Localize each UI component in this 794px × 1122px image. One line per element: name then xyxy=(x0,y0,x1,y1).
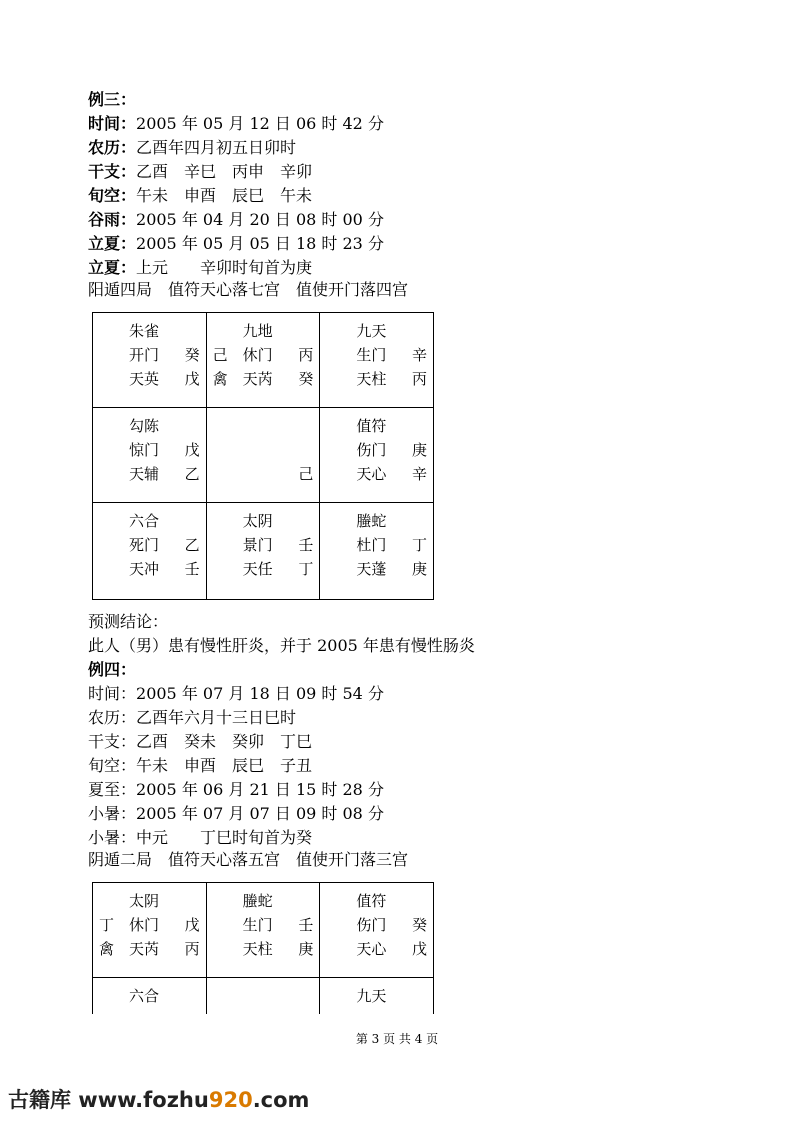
palace-text: 天柱 xyxy=(356,370,387,388)
info-label: 立夏： xyxy=(88,258,137,277)
palace-line xyxy=(213,319,314,343)
ex4-info-line xyxy=(88,682,384,706)
info-value: 2005 年 05 月 05 日 18 时 23 分 xyxy=(136,234,384,253)
palace-text xyxy=(213,414,229,438)
palace-text xyxy=(99,462,115,486)
palace-text: 六合 xyxy=(129,987,160,1005)
palace-text xyxy=(213,319,229,343)
palace-text: 戊 xyxy=(184,370,200,388)
palace-text xyxy=(326,889,342,913)
palace-text: 生门 xyxy=(242,916,273,934)
palace-text xyxy=(99,509,115,533)
palace-cell xyxy=(320,313,433,407)
palace-text: 天英 xyxy=(129,370,160,388)
palace-line xyxy=(99,533,200,557)
palace-text: 螣蛇 xyxy=(242,892,273,910)
palace-text xyxy=(182,414,200,438)
palace-text xyxy=(326,414,342,438)
ex3-conclusion-title: 预测结论： xyxy=(88,612,169,631)
palace-row xyxy=(93,883,433,978)
palace-text: 天任 xyxy=(242,560,273,578)
palace-line xyxy=(99,343,200,367)
info-label: 干支： xyxy=(88,162,137,181)
info-value: 2005 年 07 月 18 日 09 时 54 分 xyxy=(136,684,384,703)
info-value: 上元 辛卯时旬首为庚 xyxy=(136,258,313,277)
palace-line xyxy=(213,937,314,961)
palace-text xyxy=(99,414,115,438)
palace-text: 勾陈 xyxy=(129,417,160,435)
palace-line xyxy=(213,913,314,937)
palace-text xyxy=(326,533,342,557)
palace-line xyxy=(213,438,314,462)
palace-line xyxy=(326,319,427,343)
palace-text: 六合 xyxy=(129,512,160,530)
palace-text: 辛 xyxy=(412,346,428,364)
ex4-info-line xyxy=(88,802,384,826)
palace-cell xyxy=(207,313,321,407)
info-label: 立夏： xyxy=(88,234,137,253)
palace-line xyxy=(99,438,200,462)
info-value: 2005 年 04 月 20 日 08 时 00 分 xyxy=(136,210,384,229)
palace-line xyxy=(99,913,200,937)
ex4-info-line xyxy=(88,730,312,754)
palace-text: 禽 xyxy=(212,370,228,388)
palace-text: 己 xyxy=(212,346,228,364)
palace-row xyxy=(93,313,433,408)
ex4-info-line xyxy=(88,754,312,778)
palace-text: 癸 xyxy=(412,916,428,934)
palace-line xyxy=(213,414,314,438)
palace-cell xyxy=(93,503,207,599)
info-label: 时间： xyxy=(88,684,137,703)
palace-text xyxy=(326,367,342,391)
ex3-info-line xyxy=(88,112,384,136)
palace-cell xyxy=(93,978,207,1014)
palace-text: 天辅 xyxy=(129,465,160,483)
palace-text: 天芮 xyxy=(242,370,273,388)
palace-text: 庚 xyxy=(412,441,428,459)
palace-cell xyxy=(207,408,321,502)
palace-text: 朱雀 xyxy=(129,322,160,340)
palace-line xyxy=(99,984,200,1008)
palace-cell xyxy=(93,883,207,977)
palace-text xyxy=(99,557,115,581)
palace-text: 开门 xyxy=(129,346,160,364)
palace-text: 死门 xyxy=(129,536,160,554)
palace-text: 九天 xyxy=(356,987,387,1005)
palace-text xyxy=(229,414,296,438)
info-value: 2005 年 05 月 12 日 06 时 42 分 xyxy=(136,114,384,133)
palace-text: 太阴 xyxy=(242,512,273,530)
palace-text: 庚 xyxy=(298,940,314,958)
palace-text xyxy=(326,913,342,937)
palace-row xyxy=(93,503,433,599)
palace-text xyxy=(326,557,342,581)
palace-text xyxy=(326,509,342,533)
info-value: 乙酉 癸未 癸卯 丁巳 xyxy=(136,732,313,751)
palace-text xyxy=(99,889,115,913)
info-label: 谷雨： xyxy=(88,210,137,229)
palace-text: 天心 xyxy=(356,940,387,958)
palace-text: 壬 xyxy=(184,560,200,578)
palace-line xyxy=(99,557,200,581)
palace-line xyxy=(213,509,314,533)
palace-text: 九天 xyxy=(356,322,387,340)
info-value: 乙酉年六月十三日巳时 xyxy=(136,708,297,727)
palace-line xyxy=(213,984,314,1008)
palace-text xyxy=(213,984,229,1008)
info-label: 夏至： xyxy=(88,780,137,799)
palace-text: 杜门 xyxy=(356,536,387,554)
palace-line xyxy=(99,367,200,391)
palace-text: 壬 xyxy=(298,536,314,554)
palace-cell xyxy=(320,503,433,599)
palace-text: 乙 xyxy=(184,536,200,554)
palace-text xyxy=(326,984,342,1008)
palace-text xyxy=(409,889,427,913)
palace-text xyxy=(99,984,115,1008)
palace-line xyxy=(213,367,314,391)
ex4-info-line xyxy=(88,826,312,850)
palace-text xyxy=(229,984,296,1008)
ex3-info-line xyxy=(88,136,296,160)
palace-line xyxy=(326,913,427,937)
palace-text xyxy=(409,509,427,533)
ex3-ju: 阳遁四局 值符天心落七宫 值使开门落四宫 xyxy=(88,280,409,299)
palace-text: 丙 xyxy=(298,346,314,364)
palace-text: 丁 xyxy=(412,536,428,554)
ex3-info-line xyxy=(88,160,312,184)
palace-line xyxy=(99,414,200,438)
palace-text xyxy=(295,414,313,438)
palace-line xyxy=(99,462,200,486)
palace-text xyxy=(326,343,342,367)
palace-text xyxy=(182,509,200,533)
palace-text xyxy=(213,889,229,913)
palace-text xyxy=(295,984,313,1008)
info-value: 午未 申酉 辰巳 子丑 xyxy=(136,756,313,775)
palace-text xyxy=(409,319,427,343)
info-value: 2005 年 07 月 07 日 09 时 08 分 xyxy=(136,804,384,823)
palace-cell xyxy=(207,978,321,1014)
info-label: 干支： xyxy=(88,732,137,751)
info-label: 农历： xyxy=(88,138,137,157)
palace-cell xyxy=(320,408,433,502)
palace-text xyxy=(295,509,313,533)
info-label: 时间： xyxy=(88,114,137,133)
palace-text: 癸 xyxy=(184,346,200,364)
palace-text: 惊门 xyxy=(129,441,160,459)
info-label: 旬空： xyxy=(88,756,137,775)
palace-line xyxy=(213,533,314,557)
palace-text: 禽 xyxy=(99,940,115,958)
info-value: 乙酉 辛巳 丙申 辛卯 xyxy=(136,162,313,181)
palace-line xyxy=(99,937,200,961)
info-value: 午未 申酉 辰巳 午未 xyxy=(136,186,313,205)
palace-line xyxy=(326,984,427,1008)
palace-text xyxy=(295,889,313,913)
info-value: 中元 丁巳时旬首为癸 xyxy=(136,828,313,847)
palace-text: 壬 xyxy=(298,916,314,934)
info-label: 小暑： xyxy=(88,804,137,823)
palace-text: 丁 xyxy=(99,916,115,934)
palace-text xyxy=(213,533,229,557)
palace-text: 丙 xyxy=(412,370,428,388)
palace-text xyxy=(99,367,115,391)
palace-text xyxy=(182,319,200,343)
info-label: 小暑： xyxy=(88,828,137,847)
palace-text: 景门 xyxy=(242,536,273,554)
palace-text xyxy=(295,319,313,343)
palace-text: 丙 xyxy=(184,940,200,958)
palace-line xyxy=(326,462,427,486)
palace-text: 休门 xyxy=(242,346,273,364)
ex4-ju: 阴遁二局 值符天心落五宫 值使开门落三宫 xyxy=(88,850,409,869)
palace-text: 太阴 xyxy=(129,892,160,910)
palace-text: 戊 xyxy=(412,940,428,958)
info-value: 乙酉年四月初五日卯时 xyxy=(136,138,297,157)
palace-text xyxy=(326,937,342,961)
palace-text: 庚 xyxy=(412,560,428,578)
palace-line xyxy=(326,937,427,961)
palace-text: 天蓬 xyxy=(356,560,387,578)
palace-text xyxy=(213,937,229,961)
palace-cell xyxy=(207,503,321,599)
palace-text: 伤门 xyxy=(356,916,387,934)
palace-line xyxy=(326,367,427,391)
ex4-title: 例四： xyxy=(88,660,137,679)
site-watermark: 古籍库 www.fozhu920.com xyxy=(8,1088,310,1112)
palace-text: 九地 xyxy=(242,322,273,340)
palace-text xyxy=(229,462,296,486)
ex3-palace-grid xyxy=(92,312,434,600)
palace-cell xyxy=(320,978,433,1014)
palace-text xyxy=(99,319,115,343)
palace-line xyxy=(213,557,314,581)
palace-line xyxy=(213,462,314,486)
palace-text: 天芮 xyxy=(129,940,160,958)
palace-text xyxy=(213,557,229,581)
palace-text: 天冲 xyxy=(129,560,160,578)
palace-line xyxy=(326,889,427,913)
palace-text xyxy=(213,509,229,533)
palace-row xyxy=(93,408,433,503)
ex3-info-line xyxy=(88,232,384,256)
palace-text: 伤门 xyxy=(356,441,387,459)
info-value: 2005 年 06 月 21 日 15 时 28 分 xyxy=(136,780,384,799)
palace-text: 螣蛇 xyxy=(356,512,387,530)
palace-text: 天柱 xyxy=(242,940,273,958)
ex4-info-line xyxy=(88,778,384,802)
ex4-palace-grid xyxy=(92,882,434,1014)
palace-text: 丁 xyxy=(298,560,314,578)
palace-line xyxy=(326,343,427,367)
palace-text: 癸 xyxy=(298,370,314,388)
page-footer: 第 3 页 共 4 页 xyxy=(355,1032,439,1046)
palace-text xyxy=(409,414,427,438)
palace-line xyxy=(326,438,427,462)
ex3-info-line xyxy=(88,208,384,232)
palace-line xyxy=(326,533,427,557)
palace-line xyxy=(326,509,427,533)
palace-cell xyxy=(207,883,321,977)
palace-text xyxy=(182,889,200,913)
palace-text xyxy=(213,438,229,462)
palace-text: 戊 xyxy=(184,441,200,459)
palace-text xyxy=(213,913,229,937)
palace-text: 天心 xyxy=(356,465,387,483)
palace-text xyxy=(326,319,342,343)
palace-text: 值符 xyxy=(356,892,387,910)
palace-text xyxy=(99,438,115,462)
ex3-conclusion: 此人（男）患有慢性肝炎，并于 2005 年患有慢性肠炎 xyxy=(88,636,475,655)
palace-line xyxy=(326,414,427,438)
palace-text xyxy=(99,533,115,557)
ex3-title: 例三： xyxy=(88,90,137,109)
palace-text: 己 xyxy=(298,465,314,483)
palace-text: 生门 xyxy=(356,346,387,364)
palace-row xyxy=(93,978,433,1014)
ex3-info-line xyxy=(88,184,312,208)
palace-text xyxy=(409,984,427,1008)
palace-text: 乙 xyxy=(184,465,200,483)
palace-text: 休门 xyxy=(129,916,160,934)
palace-text xyxy=(182,984,200,1008)
palace-text xyxy=(99,343,115,367)
ex3-info-line xyxy=(88,256,312,280)
palace-line xyxy=(213,343,314,367)
palace-text: 戊 xyxy=(184,916,200,934)
palace-text: 辛 xyxy=(412,465,428,483)
palace-text xyxy=(326,462,342,486)
palace-text: 值符 xyxy=(356,417,387,435)
palace-line xyxy=(326,557,427,581)
palace-cell xyxy=(320,883,433,977)
info-label: 旬空： xyxy=(88,186,137,205)
palace-cell xyxy=(93,313,207,407)
palace-line xyxy=(99,509,200,533)
palace-cell xyxy=(93,408,207,502)
palace-line xyxy=(213,889,314,913)
palace-text xyxy=(213,462,229,486)
palace-text xyxy=(295,438,313,462)
palace-text xyxy=(326,438,342,462)
palace-text xyxy=(229,438,296,462)
ex4-info-line xyxy=(88,706,296,730)
palace-line xyxy=(99,319,200,343)
info-label: 农历： xyxy=(88,708,137,727)
palace-line xyxy=(99,889,200,913)
